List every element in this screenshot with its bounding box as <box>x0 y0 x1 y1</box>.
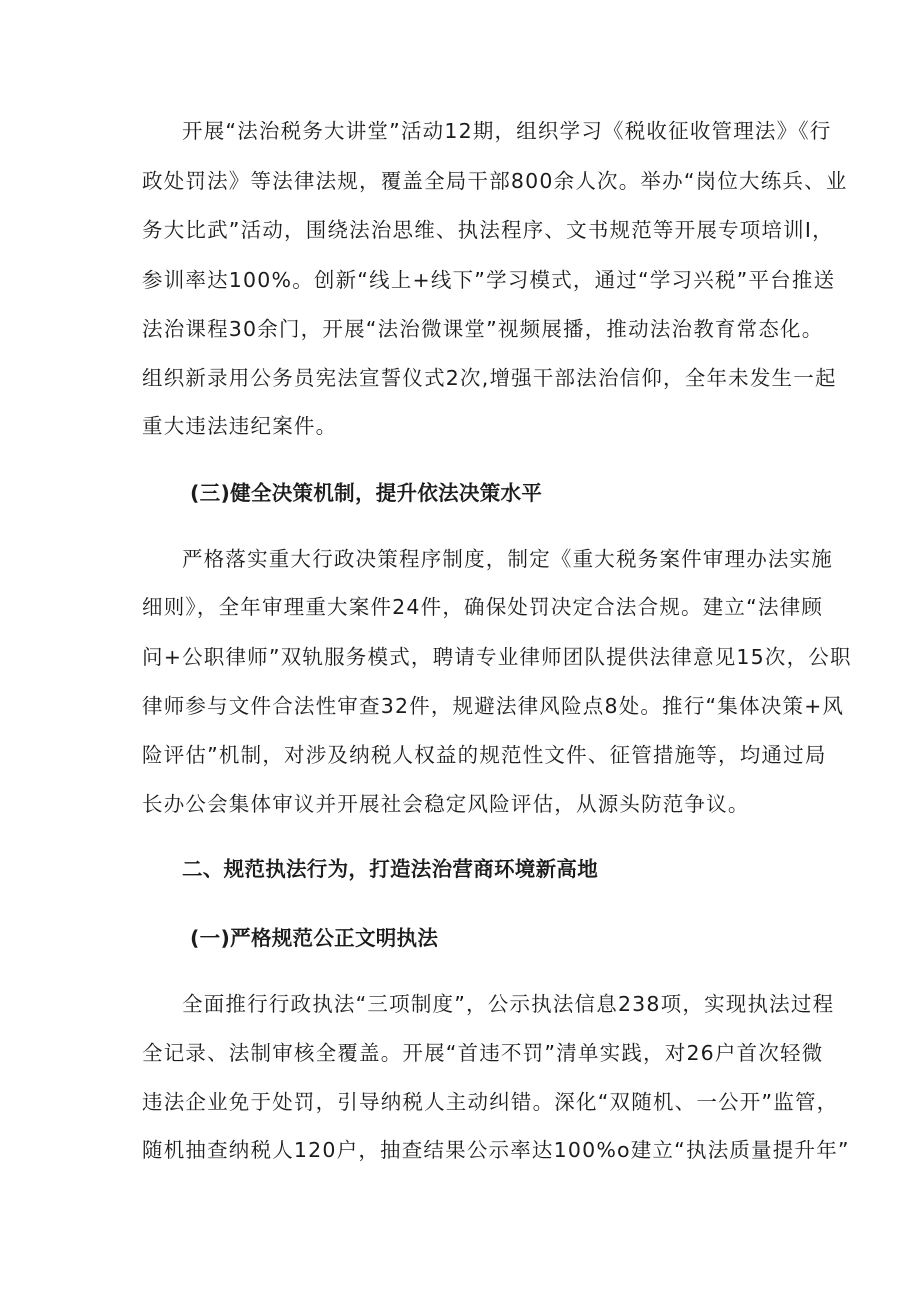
paragraph-line: 问+公职律师”双轨服务模式，聘请专业律师团队提供法律意见15次，公职 <box>142 645 852 669</box>
paragraph-line: 政处罚法》等法律法规，覆盖全局干部800余人次。举办“岗位大练兵、业 <box>142 169 848 193</box>
section-heading-3: (三)健全决策机制，提升依法决策水平 <box>190 481 543 505</box>
section-heading-1: (一)严格规范公正文明执法 <box>190 926 439 950</box>
section-heading-2: 二、规范执法行为，打造法治营商环境新高地 <box>182 857 598 881</box>
paragraph-line: 务大比武”活动，围绕法治思维、执法程序、文书规范等开展专项培训I， <box>142 218 834 242</box>
paragraph-line: 随机抽查纳税人120户，抽查结果公示率达100%o建立“执法质量提升年” <box>142 1138 850 1162</box>
paragraph-line: 组织新录用公务员宪法宣誓仪式2次,增强干部法治信仰，全年未发生一起 <box>142 366 837 390</box>
paragraph-line: 律师参与文件合法性审查32件，规避法律风险点8处。推行“集体决策+风 <box>142 694 845 718</box>
paragraph-line: 长办公会集体审议并开展社会稳定风险评估，从源头防范争议。 <box>142 792 750 816</box>
paragraph-line: 严格落实重大行政决策程序制度，制定《重大税务案件审理办法实施 <box>182 547 833 571</box>
paragraph-line: 重大违法违纪案件。 <box>142 414 338 438</box>
paragraph-line: 险评估”机制，对涉及纳税人权益的规范性文件、征管措施等，均通过局 <box>142 743 827 767</box>
paragraph-line: 参训率达100%。创新“线上+线下”学习模式，通过“学习兴税”平台推送 <box>142 268 836 292</box>
paragraph-line: 开展“法治税务大讲堂”活动12期，组织学习《税收征收管理法》《行 <box>182 119 832 143</box>
paragraph-line: 细则》，全年审理重大案件24件，确保处罚决定合法合规。建立“法律顾 <box>142 595 824 619</box>
paragraph-line: 全面推行行政执法“三项制度”，公示执法信息238项，实现执法过程 <box>182 992 835 1016</box>
paragraph-line: 法治课程30余门，开展“法治微课堂”视频展播，推动法治教育常态化。 <box>142 317 824 341</box>
paragraph-line: 违法企业免于处罚，引导纳税人主动纠错。深化“双随机、一公开”监管， <box>142 1090 839 1114</box>
paragraph-line: 全记录、法制审核全覆盖。开展“首违不罚”清单实践，对26户首次轻微 <box>142 1041 824 1065</box>
